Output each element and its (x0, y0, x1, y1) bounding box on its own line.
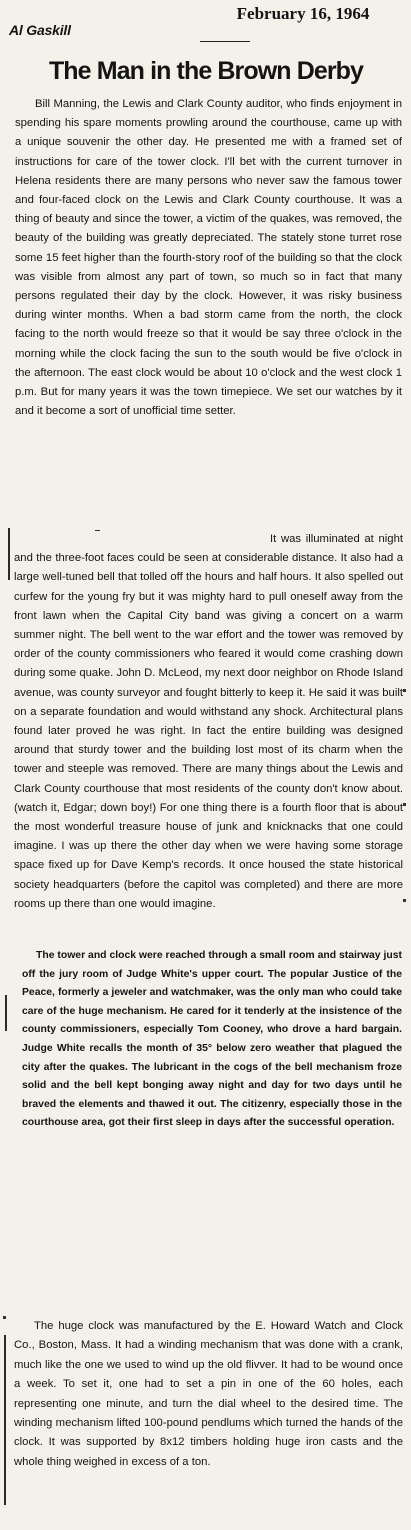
paragraph-2: It was illuminated at night and the three-foot faces could be seen at considerable distance. It also had a large well-tuned bell that tolled off the hours and half hours. It also spelled out curfew for the young fry but it was mighty hard to pull oneself away from the front lawn when the Capital City band was giving a concert on a warm summer night. The bell went to the war effort and the tower was removed by order of the county commissioners who feared it would come crashing down during some quake. John D. McLeod, my next door neighbor on Rhode Island avenue, was county surveyor and fought bitterly to keep it. He said it was built on a separate foundation and would withstand any shock. Architectural plans found later proved he was right. In fact the entire building was designed around that sturdy tower and the building lost most of its charm when the tower and steeple was removed. There are many things about the Lewis and Clark County courthouse that most residents of the county don't know about. (watch it, Edgar; down boy!) For one thing there is a fourth floor that is about the most wonderful treasure house of junk and knicknacks that one could imagine. I was up there the other day when we were having some storage space fixed up for Dave Kemp's records. It once housed the state historical society headquarters (before the capitol was completed) and there are more rooms up there than one would imagine. (14, 533, 403, 910)
margin-speck (3, 1316, 6, 1319)
paragraph-1: Bill Manning, the Lewis and Clark County auditor, who finds enjoyment in spending his spare moments prowling around the courthouse, came up with a unique souvenir the other day. He presented me with a framed set of instructions for care of the tower clock. I'll bet with the current turnover in Helena residents there are many persons who never saw the famous tower and four-faced clock on the Lewis and Clark County courthouse. It was a thing of beauty and since the tower, a victim of the quakes, was removed, the beauty of the building was greatly depreciated. The stately stone turret rose some 15 feet higher than the fourth-story roof of the building so that the clock was visible from almost any part of town, so much so in fact that many persons regulated their day by the clock. However, it was risky business during winter months. When a bad storm came from the north, the clock facing to the north would freeze so that it would be say three o'clock in the morning while the clock facing the sun to the south would be five o'clock in the afternoon. The east clock would be about 10 o'clock and the west clock 1 p.m. But for many years it was the town timepiece. We set our watches by it and it become a sort of unofficial time setter. (15, 98, 402, 418)
print-speck (95, 530, 100, 531)
headline: The Man in the Brown Derby (48, 57, 364, 85)
margin-mark (4, 1335, 6, 1505)
dateline-rule (200, 41, 250, 42)
margin-speck (403, 899, 406, 902)
margin-speck (403, 689, 406, 692)
dateline: February 16, 1964 (236, 4, 370, 23)
margin-mark (5, 995, 7, 1031)
margin-speck (403, 803, 406, 806)
paragraph-3: The tower and clock were reached through a small room and stairway just off the jury room of Judge White's upper court. The popular Justice of the Peace, formerly a jeweler and watchmaker, was the only man who could take care of the huge mechanism. He cared for it tenderly at the insistence of the county commissioners, especially Tom Cooney, who drove a hard bargain. Judge White recalls the month of 35° below zero weather that plagued the city after the quakes. The lubricant in the cogs of the bell mechanism froze solid and the bell kept bonging away night and day for two days until he braved the elements and thawed it out. The citizenry, especially those in the courthouse area, got their first sleep in days after the successful operation. (22, 950, 402, 1129)
byline: Al Gaskill (9, 22, 71, 38)
paragraph-4: The huge clock was manufactured by the E. Howard Watch and Clock Co., Boston, Mass. It had a winding mechanism that was done with a crank, much like the one we used to wind up the old flivver. It had to be wound once a week. To set it, one had to set a pin in one of the 60 holes, each representing one minute, and turn the dial wheel to the desired time. The winding mechanism lifted 100-pound pendlums which turned the hands of the clock. It was supported by 8x12 timbers holding huge iron casts and the whole thing weighed in excess of a ton. (14, 1320, 403, 1468)
margin-mark (8, 528, 10, 580)
